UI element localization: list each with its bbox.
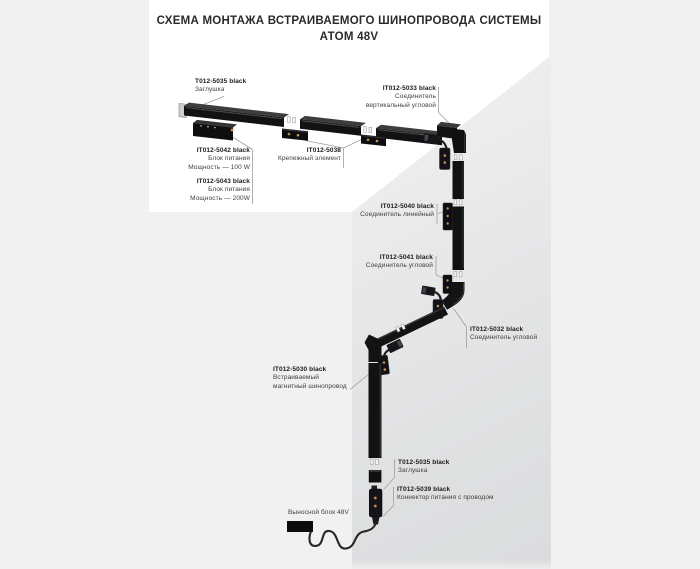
label-psu-200 <box>160 178 250 203</box>
bottom-fade <box>0 560 700 569</box>
part-desc: Мощность — 200W <box>190 194 250 202</box>
part-desc: Выносной блок 48V <box>288 509 349 516</box>
label-power-connector <box>397 486 494 503</box>
part-code: IT012-5038 <box>306 147 341 154</box>
contact-tabs <box>454 155 462 161</box>
linear-connector-5040 <box>443 203 453 230</box>
title-line-2: СИСТЕМЫ АТОМ 48V <box>319 15 542 43</box>
part-desc: вертикальный угловой <box>365 101 436 109</box>
power-supply-box <box>193 120 237 141</box>
label-psu-100 <box>160 147 250 172</box>
diagram-title <box>149 14 549 45</box>
track-segment <box>300 116 366 136</box>
part-code: IT012-5032 black <box>470 326 524 333</box>
label-fastener <box>251 147 341 164</box>
part-desc: магнитный шинопровод <box>273 382 347 390</box>
part-code: IT012-5033 black <box>382 85 436 92</box>
part-desc: Заглушка <box>398 467 428 475</box>
leader-track-5030 <box>350 375 369 390</box>
part-code: IT012-5043 black <box>196 178 250 185</box>
end-cap-bottom <box>369 470 382 483</box>
power-cord <box>309 524 375 549</box>
leader-vertical-corner <box>439 87 453 126</box>
part-code: IT012-5042 black <box>196 147 250 154</box>
part-desc: Соединитель угловой <box>365 262 433 270</box>
part-code: IT012-5041 black <box>379 254 433 261</box>
part-desc: Встраиваемый <box>273 374 320 382</box>
power-connector-5039 <box>369 486 382 525</box>
part-code: T012-5035 black <box>398 459 450 466</box>
fastening-plate <box>282 129 308 141</box>
spotlight-adapter <box>423 133 450 170</box>
part-desc: Соединитель линейный <box>360 211 434 219</box>
label-corner-5041 <box>343 254 433 271</box>
wall-track-lower <box>369 363 382 465</box>
contact-tabs <box>288 117 296 123</box>
part-code: IT012-5030 black <box>273 366 327 373</box>
label-remote-psu <box>288 509 349 517</box>
part-code: T012-5035 black <box>195 78 247 85</box>
wall-track-diagonal <box>372 307 448 350</box>
leader-end-cap-bottom <box>384 459 395 490</box>
part-desc: Коннектор питания с проводом <box>397 494 494 502</box>
part-desc: Заглушка <box>195 86 225 94</box>
wall-track-vertical <box>453 161 465 277</box>
part-desc: Соединитель <box>394 93 436 101</box>
part-code: IT012-5039 black <box>397 486 451 493</box>
corner-connector-5041 <box>443 275 452 294</box>
part-desc: Соединитель угловой <box>470 334 538 342</box>
part-desc: Мощность — 100 W <box>188 163 250 171</box>
part-desc: Блок питания <box>208 155 250 163</box>
leader-corner-5032 <box>454 309 467 349</box>
label-linear-connector <box>344 203 434 220</box>
label-vertical-corner <box>346 85 436 110</box>
label-end-cap-bottom <box>398 459 449 476</box>
part-code: IT012-5040 black <box>380 203 434 210</box>
title-line-1: СХЕМА МОНТАЖА ВСТРАИВАЕМОГО ШИНОПРОВОДА <box>156 15 477 27</box>
label-track-5030 <box>273 366 347 391</box>
leader-power-connector <box>383 487 394 517</box>
remote-power-block <box>287 521 313 532</box>
part-desc: Блок питания <box>208 186 250 194</box>
contact-tabs <box>364 127 372 133</box>
part-desc: Крепежный элемент <box>277 155 341 163</box>
label-corner-5032 <box>470 326 537 343</box>
label-end-cap-top <box>195 78 246 95</box>
